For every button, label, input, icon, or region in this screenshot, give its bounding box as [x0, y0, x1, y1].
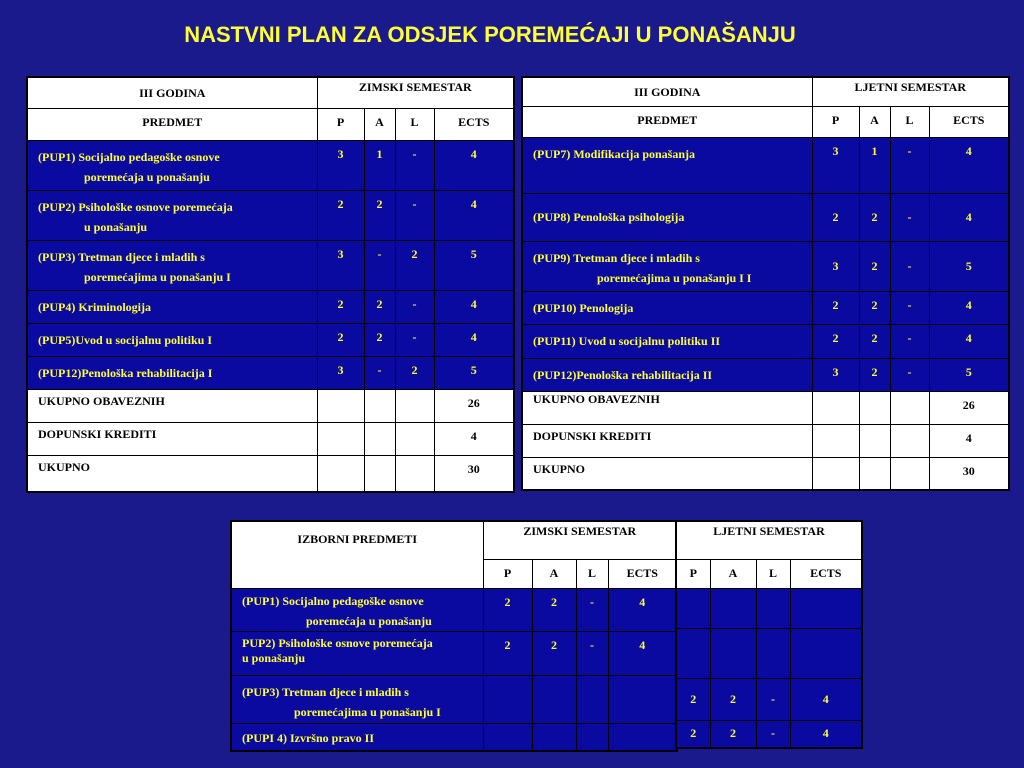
col-ects-header: ECTS: [608, 559, 677, 588]
col-a-header: A: [859, 106, 890, 137]
col-ects-header: ECTS: [434, 108, 514, 140]
total-row: [522, 457, 1009, 490]
subject-name-cont: poremećaja u ponašanju: [306, 613, 432, 628]
col-l-header: L: [395, 108, 434, 140]
total-row: [27, 422, 514, 455]
total-row: [522, 391, 1009, 424]
col-l-header: L: [576, 559, 608, 588]
subject-name: (PUP11) Uvod u socijalnu politiku II: [533, 333, 721, 348]
table-row: [676, 588, 862, 628]
electives-header: IZBORNI PREDMETI: [231, 521, 483, 588]
subject-name: (PUP12)Penološka rehabilitacija II: [533, 367, 713, 382]
total-row: [522, 424, 1009, 457]
table-row: (PUP1) Socijalno pedagoške osnove poremećaja u ponašanju 2 2 - 4: [231, 588, 677, 631]
table-row: (PUP8) Penološka psihologija 2 2 - 4: [522, 193, 1009, 241]
subject-name: (PUP4) Kriminologija: [38, 299, 151, 314]
subject-name: (PUP8) Penološka psihologija: [533, 210, 685, 224]
table-row: PUP2) Psihološke osnove poremećaja u ponašanju 2 2 - 4: [231, 631, 677, 675]
subject-name: (PUP1) Socijalno pedagoške osnove: [242, 593, 424, 608]
semester-header: LJETNI SEMESTAR: [812, 77, 1009, 106]
subject-name: (PUP12)Penološka rehabilitacija I: [38, 365, 213, 380]
table-row: (PUP1) Socijalno pedagoške osnove poremećaja u ponašanju 3 1 - 4: [27, 140, 514, 190]
table-row: (PUP2) Psihološke osnove poremećaja u ponašanju 2 2 - 4: [27, 190, 514, 240]
table-row: (PUP11) Uvod u socijalnu politiku II 2 2 - 4: [522, 324, 1009, 358]
semester-header: LJETNI SEMESTAR: [676, 521, 862, 559]
col-ects-header: ECTS: [790, 559, 862, 588]
subject-name: (PUP2) Psihološke osnove poremećaja: [38, 199, 233, 214]
year-header: III GODINA: [27, 77, 317, 108]
total-value: 26: [467, 395, 480, 410]
subject-name: (PUPI 4) Izvršno pravo II: [242, 730, 374, 745]
table-row: 2 2 - 4: [676, 678, 862, 720]
table-row: (PUP5)Uvod u socijalnu politiku I 2 2 - 4: [27, 323, 514, 356]
col-l-header: L: [890, 106, 929, 137]
page-title: NASTVNI PLAN ZA ODSJEK POREMEĆAJI U PONAŠANJU: [184, 22, 796, 47]
total-value: 4: [965, 430, 972, 445]
semester-header: ZIMSKI SEMESTAR: [483, 521, 677, 559]
table-row: (PUP3) Tretman djece i mladih s poremećajima u ponašanju I 3 - 2 5: [27, 240, 514, 290]
col-p-header: P: [317, 108, 364, 140]
table-row: [231, 675, 677, 723]
total-label: UKUPNO OBAVEZNIH: [38, 393, 165, 408]
total-label: DOPUNSKI KREDITI: [38, 426, 157, 441]
total-value: 30: [467, 461, 480, 476]
table-row: (PUP7) Modifikacija ponašanja 3 1 - 4: [522, 137, 1009, 193]
subject-name: (PUP10) Penologija: [533, 300, 634, 315]
total-value: 30: [962, 463, 975, 478]
semester-header: ZIMSKI SEMESTAR: [317, 77, 514, 108]
col-ects-header: ECTS: [929, 106, 1009, 137]
col-a-header: A: [532, 559, 576, 588]
subject-name: (PUP1) Socijalno pedagoške osnove: [38, 149, 220, 164]
col-p-header: P: [483, 559, 532, 588]
col-p-header: P: [812, 106, 859, 137]
table-row: [231, 723, 677, 751]
col-l-header: L: [756, 559, 790, 588]
col-a-header: A: [710, 559, 756, 588]
total-value: 26: [962, 397, 975, 412]
subject-name-cont: u ponašanju: [242, 650, 306, 665]
subject-name: (PUP5)Uvod u socijalnu politiku I: [38, 332, 213, 347]
subject-name: (PUP9) Tretman djece i mladih s: [533, 250, 700, 265]
col-a-header: A: [364, 108, 395, 140]
subject-name-cont: u ponašanju: [84, 219, 148, 234]
total-label: UKUPNO: [533, 461, 585, 476]
year-header: III GODINA: [522, 77, 812, 106]
electives-table: [230, 520, 678, 752]
table-row: (PUP12)Penološka rehabilitacija II 3 2 - 5: [522, 358, 1009, 391]
subject-name-cont: poremećajima u ponašanju I: [84, 269, 231, 284]
subject-name: PUP2) Psihološke osnove poremećaja: [242, 635, 433, 650]
table-row: (PUP10) Penologija 2 2 - 4: [522, 291, 1009, 324]
total-label: DOPUNSKI KREDITI: [533, 428, 652, 443]
total-label: UKUPNO OBAVEZNIH: [533, 391, 660, 406]
summer-electives-table: [675, 520, 863, 749]
col-p-header: P: [676, 559, 710, 588]
table-row: (PUP9) Tretman djece i mladih s poremećajima u ponašanju I I 3 2 - 5: [522, 241, 1009, 291]
subject-name: (PUP3) Tretman djece i mladih s: [242, 684, 409, 699]
subject-header: PREDMET: [522, 106, 812, 137]
total-value: 4: [470, 428, 477, 443]
subject-name-cont: poremećajima u ponašanju I I: [597, 270, 752, 285]
summer-curriculum-table: [521, 76, 1010, 491]
subject-name: (PUP7) Modifikacija ponašanja: [533, 146, 695, 161]
subject-header: PREDMET: [27, 108, 317, 140]
total-label: UKUPNO: [38, 459, 90, 474]
subject-name-cont: poremećaja u ponašanju: [84, 169, 210, 184]
table-row: 2 2 - 4: [676, 720, 862, 748]
winter-curriculum-table: [26, 76, 515, 493]
subject-name: (PUP3) Tretman djece i mladih s: [38, 249, 205, 264]
total-row: [27, 455, 514, 492]
table-row: [676, 628, 862, 678]
subject-name-cont: poremećajima u ponašanju I: [294, 704, 441, 719]
table-row: (PUP4) Kriminologija 2 2 - 4: [27, 290, 514, 323]
table-row: (PUP12)Penološka rehabilitacija I 3 - 2 5: [27, 356, 514, 389]
total-row: [27, 389, 514, 422]
